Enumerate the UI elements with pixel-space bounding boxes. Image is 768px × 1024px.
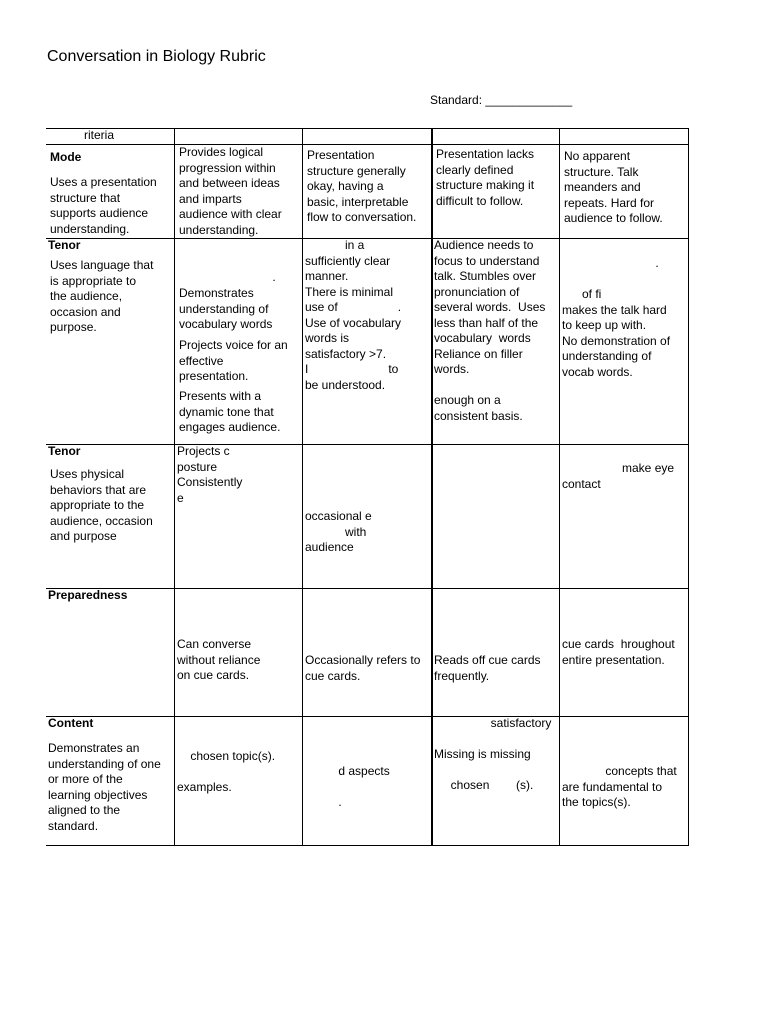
table-rule bbox=[431, 128, 433, 846]
table-rule bbox=[46, 128, 689, 129]
table-rule bbox=[46, 588, 689, 589]
row-tenor-language-exemplary: . bbox=[179, 270, 276, 284]
row-content-developing: satisfactory Missing is missing chosen (s). bbox=[434, 716, 552, 792]
row-tenor-physical-proficient: occasional e with audience bbox=[305, 509, 372, 554]
row-mode-proficient: Presentation structure generally okay, having a basic, interpretable flow to conversation. bbox=[307, 148, 417, 224]
row-mode-exemplary: Provides logical progression within and between ideas and imparts audience with clear understanding. bbox=[179, 145, 282, 237]
table-rule bbox=[46, 144, 689, 145]
rubric-table bbox=[46, 128, 689, 846]
table-rule bbox=[174, 128, 175, 846]
row-mode-desc: Uses a presentation structure that supports audience understanding. bbox=[50, 175, 157, 236]
table-rule bbox=[46, 444, 689, 445]
row-mode-name: Mode bbox=[50, 150, 82, 164]
row-content-beginning: concepts that are fundamental to the topics(s). bbox=[562, 764, 677, 809]
row-mode-beginning: No apparent structure. Talk meanders and repeats. Hard for audience to follow. bbox=[564, 149, 663, 225]
row-tenor-language-desc: Uses language that is appropriate to the audience, occasion and purpose. bbox=[50, 258, 154, 334]
row-tenor-language-developing: Audience needs to focus to understand talk. Stumbles over pronunciation of several words. Uses less than half of the vocabulary words Reliance on filler words. enough on a consistent basis. bbox=[434, 238, 546, 423]
standard-blank: _____________ bbox=[485, 93, 573, 107]
row-preparedness-proficient: Occasionally refers to cue cards. bbox=[305, 653, 421, 683]
row-content-name: Content bbox=[48, 716, 94, 730]
table-rule bbox=[559, 128, 560, 846]
row-preparedness-beginning: cue cards hroughout entire presentation. bbox=[562, 637, 675, 667]
table-rule bbox=[46, 845, 689, 846]
document-title: Conversation in Biology Rubric bbox=[47, 48, 266, 65]
table-rule bbox=[46, 716, 689, 717]
row-content-desc: Demonstrates an understanding of one or more of the learning objectives aligned to the standard. bbox=[48, 741, 161, 833]
row-tenor-physical-exemplary: Projects c posture Consistently e bbox=[177, 444, 243, 505]
row-tenor-physical-desc: Uses physical behaviors that are appropriate to the audience, occasion and purpose bbox=[50, 467, 153, 543]
row-tenor-physical-beginning: make eye contact bbox=[562, 461, 675, 491]
row-tenor-language-exemplary-vocab: Demonstrates understanding of vocabulary words bbox=[179, 286, 273, 331]
row-tenor-language-name: Tenor bbox=[48, 238, 81, 252]
row-tenor-language-beginning: . of fi makes the talk hard to keep up with. No demonstration of understanding of vocab words. bbox=[562, 256, 671, 379]
row-tenor-language-proficient: in a sufficiently clear manner. There is minimal use of . Use of vocabulary words is satisfactory >7. I to be understood. bbox=[305, 238, 402, 392]
row-preparedness-developing: Reads off cue cards frequently. bbox=[434, 653, 541, 683]
row-preparedness-exemplary: Can converse without reliance on cue cards. bbox=[177, 637, 261, 682]
table-rule bbox=[688, 128, 689, 846]
header-criteria: riteria bbox=[84, 128, 115, 142]
row-tenor-language-exemplary-voice: Projects voice for an effective presentation. bbox=[179, 338, 288, 383]
standard-label: Standard: bbox=[430, 93, 483, 107]
row-content-exemplary: chosen topic(s). examples. bbox=[177, 749, 276, 794]
table-rule bbox=[302, 128, 303, 846]
standard-field bbox=[430, 93, 572, 107]
row-preparedness-name: Preparedness bbox=[48, 588, 128, 602]
row-content-proficient: d aspects . bbox=[338, 764, 390, 809]
row-mode-developing: Presentation lacks clearly defined structure making it difficult to follow. bbox=[436, 147, 535, 208]
row-tenor-physical-name: Tenor bbox=[48, 444, 81, 458]
row-tenor-language-exemplary-tone: Presents with a dynamic tone that engages audience. bbox=[179, 389, 281, 434]
